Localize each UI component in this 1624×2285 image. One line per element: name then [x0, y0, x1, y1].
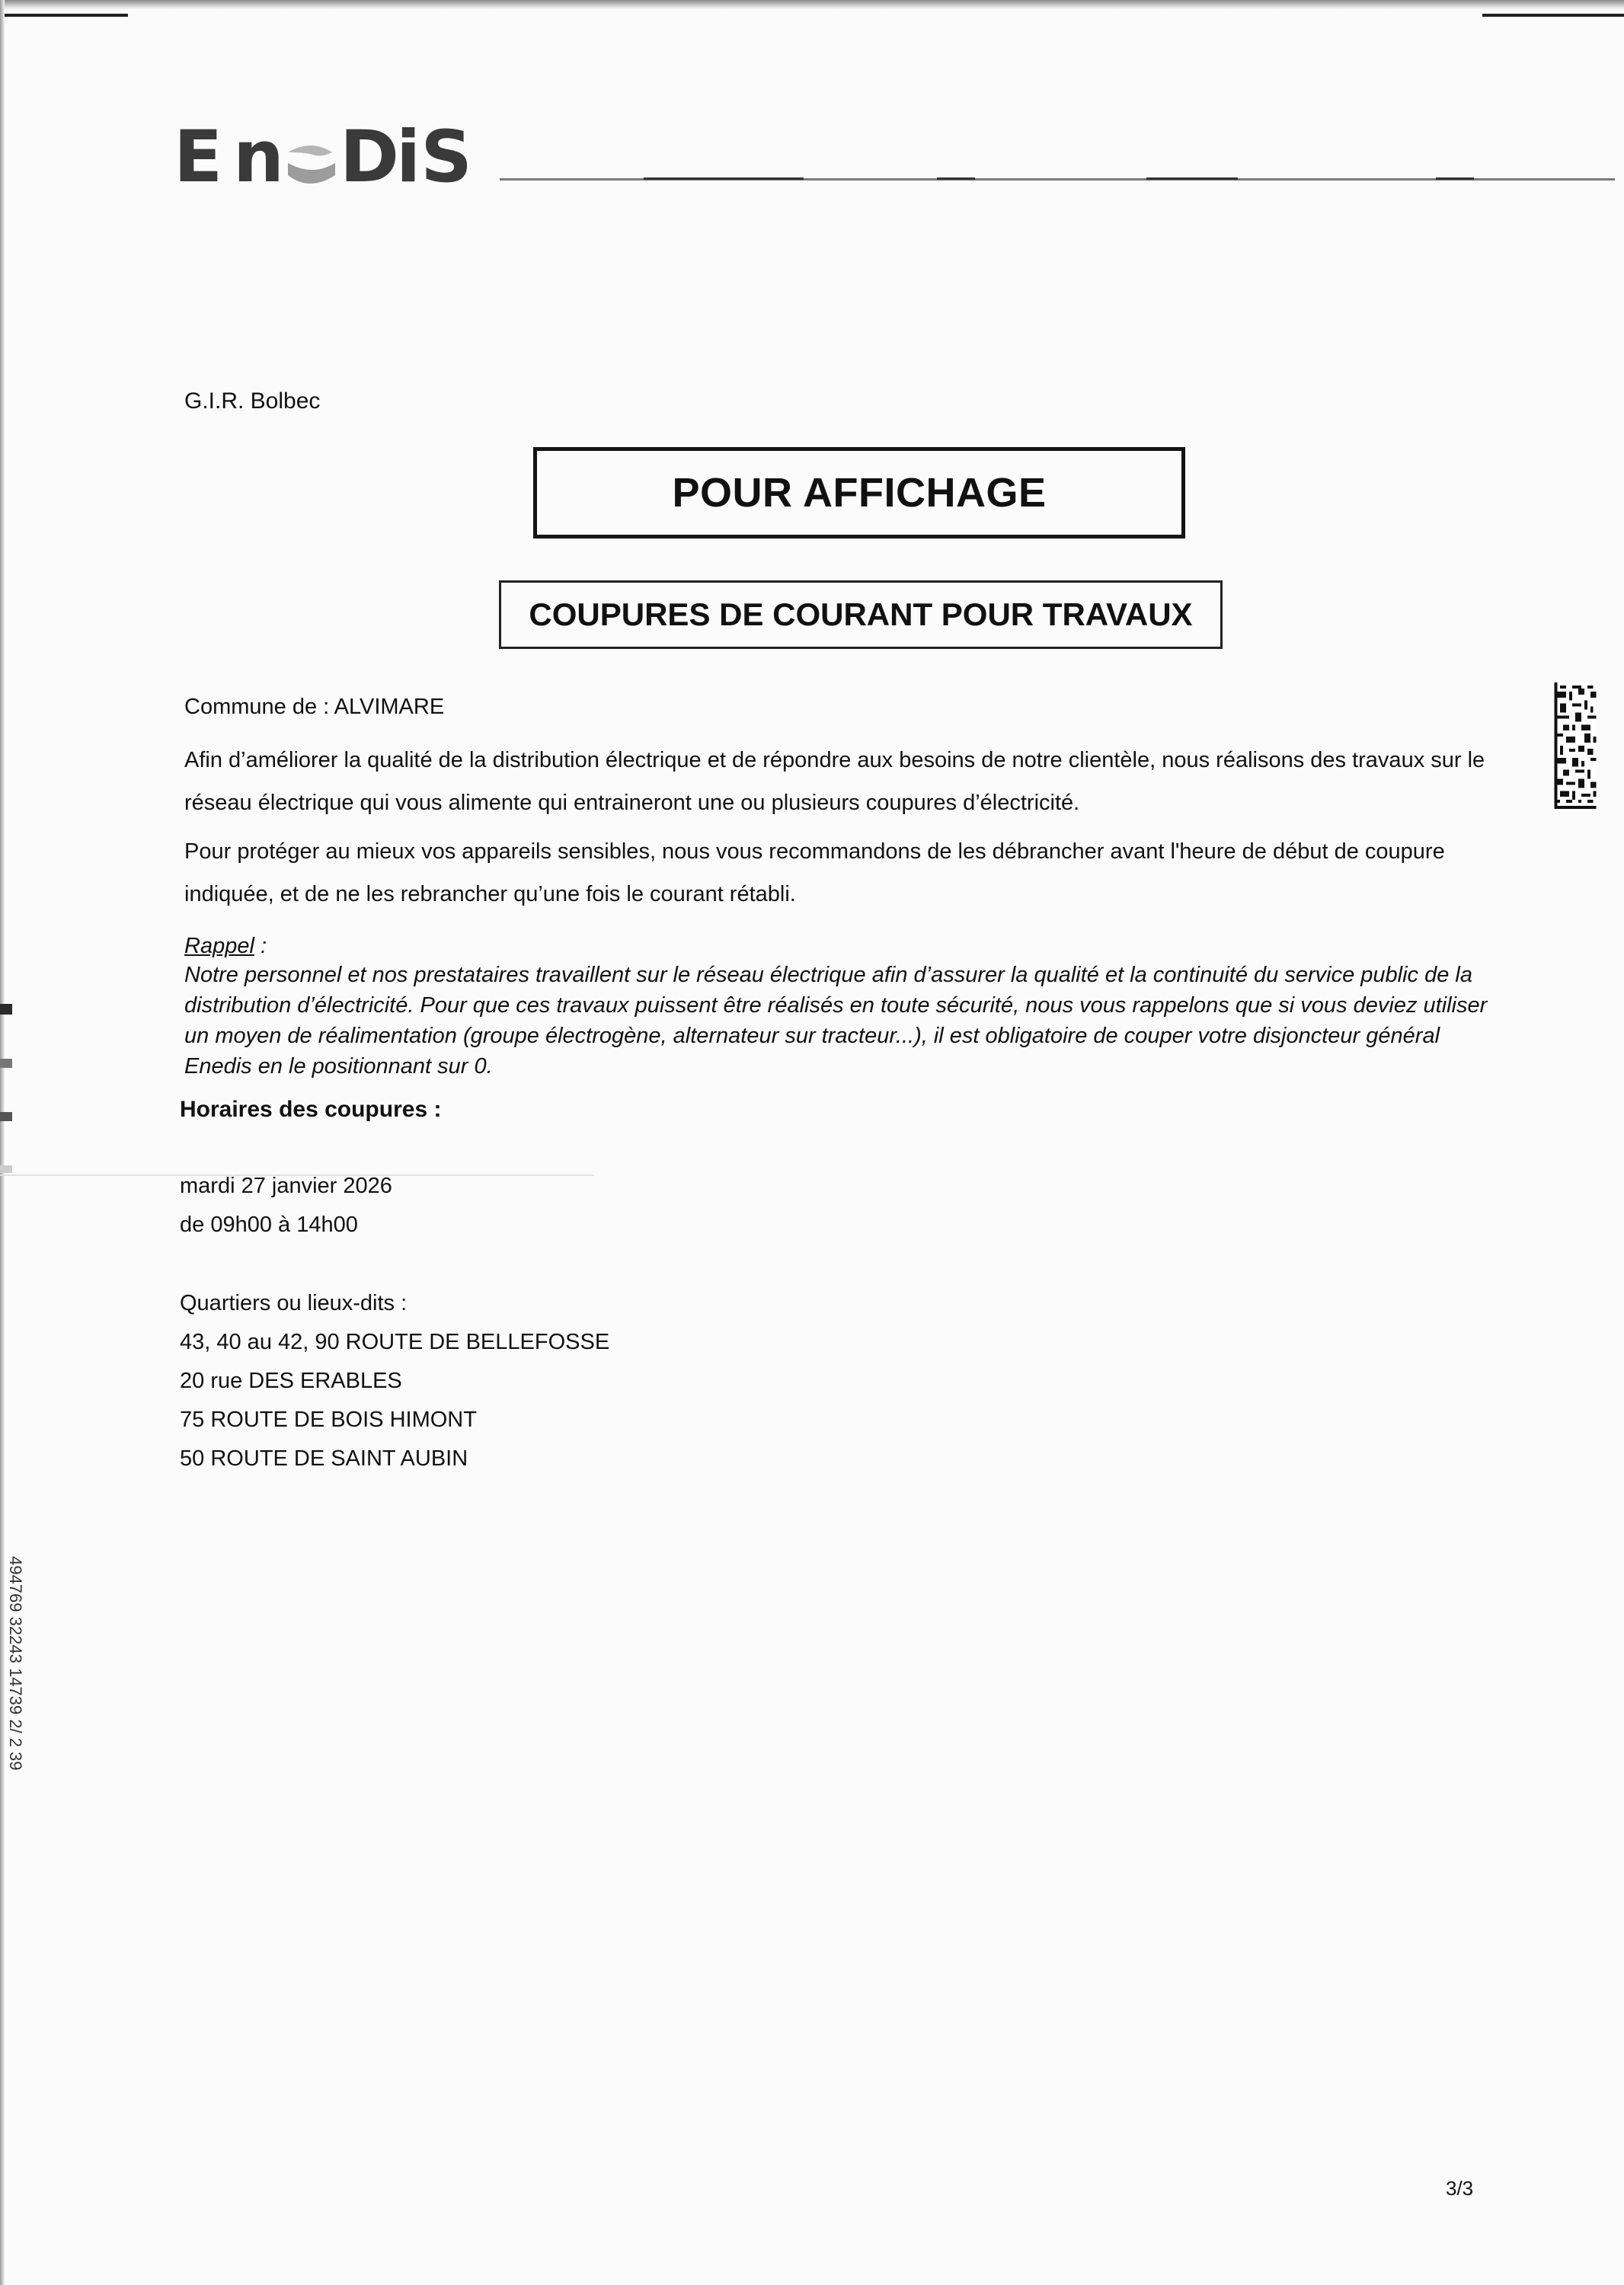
side-reference-code: 494769 32243 14739 2/ 2 39	[6, 1556, 25, 1771]
rappel-text: Notre personnel et nos prestataires travaillent sur le réseau électrique afin d’assurer la qualité et la continuité du service public de la distribution d’électricité. Pour que ces travaux puissent être réalisés en toute sécurité, nous vous rappelons que si vous deviez utiliser un moyen de réalimentation (groupe électrogène, alternateur sur tracteur...), il est obligatoire de couper votre disjoncteur général Enedis en le positionnant sur 0.	[184, 963, 1488, 1079]
svg-text:E: E	[174, 122, 225, 190]
rappel-label-suffix: :	[254, 934, 267, 958]
intro-paragraph: Afin d’améliorer la qualité de la distribution électrique et de répondre aux besoins de notre clientèle, nous réalisons des travaux sur le réseau électrique qui vous alimente qui entraineront une ou plusieurs coupures d’électricité.	[184, 748, 1485, 815]
enedis-logo	[174, 122, 478, 190]
scan-top-edge	[0, 0, 1624, 9]
location-item: 75 ROUTE DE BOIS HIMONT	[180, 1408, 477, 1432]
scan-edge-line	[1482, 14, 1624, 17]
title-box: POUR AFFICHAGE	[533, 447, 1185, 538]
outage-date: mardi 27 janvier 2026	[180, 1174, 392, 1198]
subtitle-box: COUPURES DE COURANT POUR TRAVAUX	[499, 580, 1223, 649]
quartiers-heading: Quartiers ou lieux-dits :	[180, 1291, 408, 1315]
outage-hours: de 09h00 à 14h00	[180, 1213, 358, 1237]
header-rule-segment	[644, 177, 804, 180]
header-rule-segment	[1436, 177, 1474, 180]
header-rule-segment	[1146, 177, 1238, 180]
advice-paragraph: Pour protéger au mieux vos appareils sensibles, nous vous recommandons de les débrancher avant l'heure de début de coupure indiquée, et de ne les rebrancher qu’une fois le courant rétabli.	[184, 839, 1445, 906]
page-number: 3/3	[1446, 2177, 1474, 2200]
scan-edge-line	[0, 14, 128, 17]
svg-text:D: D	[340, 122, 400, 190]
header-rule-segment	[937, 177, 975, 180]
location-item: 20 rue DES ERABLES	[180, 1369, 402, 1393]
svg-text:n: n	[233, 122, 284, 190]
location-item: 43, 40 au 42, 90 ROUTE DE BELLEFOSSE	[180, 1330, 610, 1354]
locations-list	[180, 1323, 609, 1478]
edge-mark	[0, 1059, 12, 1068]
commune-line: Commune de : ALVIMARE	[184, 695, 445, 719]
rappel-label-text: Rappel	[184, 934, 254, 958]
rappel-label	[184, 931, 267, 961]
svg-text:iS: iS	[396, 122, 472, 190]
location-item: 50 ROUTE DE SAINT AUBIN	[180, 1446, 468, 1471]
sender-name: G.I.R. Bolbec	[184, 388, 321, 414]
edge-mark	[0, 1112, 12, 1121]
edge-mark	[0, 1165, 12, 1173]
datamatrix-code	[1554, 682, 1597, 809]
edge-mark	[0, 1004, 12, 1015]
scan-left-edge	[0, 0, 5, 2285]
horaires-heading: Horaires des coupures :	[180, 1097, 442, 1122]
